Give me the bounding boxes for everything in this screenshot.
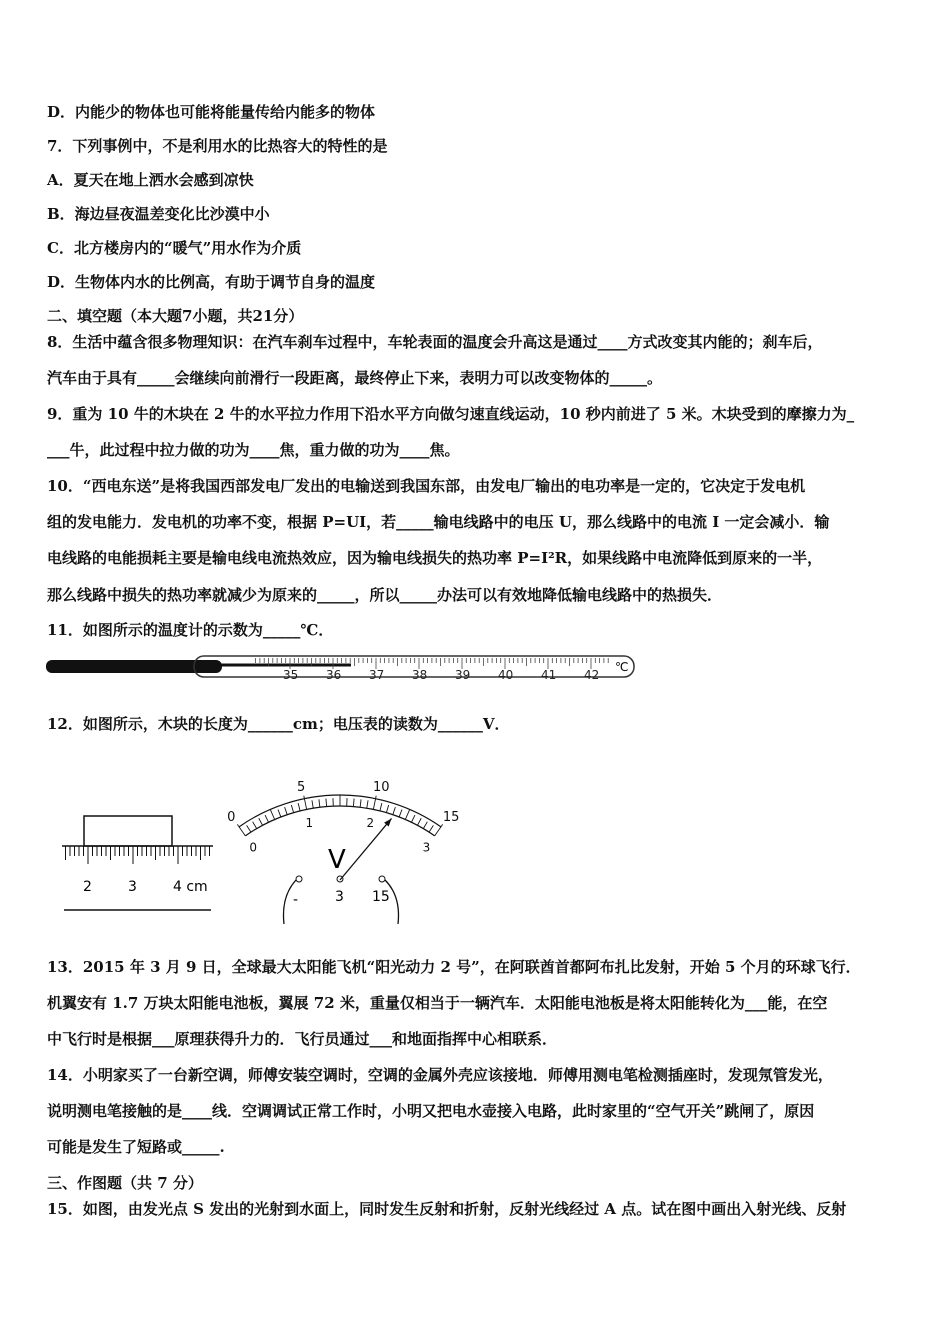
question-7-option-b: B．海边昼夜温差变化比沙漠中小 <box>47 205 270 223</box>
question-10-line-2: 组的发电能力．发电机的功率不变，根据 P=UI，若_____输电线路中的电压 U，那么线路中的电流 I 一定会减小．输 <box>47 513 830 531</box>
thermometer-tick-label-39: 39 <box>455 668 471 682</box>
question-11: 11．如图所示的温度计的示数为_____℃． <box>47 621 334 639</box>
section-2-heading: 二、填空题（本大题7小题，共21分） <box>47 307 304 325</box>
terminal-3: 3 <box>335 889 344 905</box>
question-10-line-4: 那么线路中损失的热功率就减少为原来的_____，所以_____办法可以有效地降低输电线路中的热损失． <box>47 586 723 604</box>
question-13-line-3: 中飞行时是根据___原理获得升力的．飞行员通过___和地面指挥中心相联系． <box>47 1030 558 1048</box>
voltmeter-symbol: V <box>328 845 346 875</box>
ruler-tick-label-4: 4 cm <box>173 879 208 895</box>
voltmeter-figure <box>222 756 462 928</box>
question-14-line-2: 说明测电笔接触的是____线．空调调试正常工作时，小明又把电水壶接入电路，此时家里的“空气开关”跳闸了，原因 <box>47 1102 815 1120</box>
question-7-option-a: A．夏天在地上洒水会感到凉快 <box>47 171 254 189</box>
voltmeter-outer-label-10: 10 <box>373 779 390 795</box>
question-7-option-c: C．北方楼房内的“暖气”用水作为介质 <box>47 239 302 257</box>
question-12: 12．如图所示，木块的长度为______cm；电压表的读数为______V． <box>47 715 510 733</box>
thermometer-tick-label-37: 37 <box>369 668 385 682</box>
section-3-heading: 三、作图题（共 7 分） <box>47 1174 203 1192</box>
voltmeter-outer-label-0: 0 <box>227 809 236 825</box>
voltmeter-inner-label-2: 2 <box>366 816 375 831</box>
question-10-line-1: 10．“西电东送”是将我国西部发电厂发出的电输送到我国东部，由发电厂输出的电功率是一定的，它决定于发电机 <box>47 477 806 495</box>
ruler-tick-label-2: 2 <box>83 879 92 895</box>
wooden-block <box>84 816 172 846</box>
question-7: 7．下列事例中，不是利用水的比热容大的特性的是 <box>47 137 388 155</box>
question-14-line-1: 14．小明家买了一台新空调，师傅安装空调时，空调的金属外壳应该接地．师傅用测电笔检测插座时，发现氖管发光， <box>47 1066 833 1084</box>
terminal-15: 15 <box>372 889 390 905</box>
voltmeter-inner-label-3: 3 <box>422 840 431 855</box>
question-15-line-1: 15．如图，由发光点 S 发出的光射到水面上，同时发生反射和折射，反射光线经过 A 点。试在图中画出入射光线、反射 <box>47 1200 847 1218</box>
option-d-previous: D．内能少的物体也可能将能量传给内能多的物体 <box>47 103 376 121</box>
ruler-figure <box>58 805 223 915</box>
question-13-line-2: 机翼安有 1.7 万块太阳能电池板，翼展 72 米，重量仅相当于一辆汽车．太阳能电池板是将太阳能转化为___能，在空 <box>47 994 828 1012</box>
terminal-negative: - <box>293 892 299 908</box>
voltmeter-outer-label-15: 15 <box>442 809 460 825</box>
thermometer-tick-label-41: 41 <box>541 668 557 682</box>
voltmeter-outer-label-5: 5 <box>296 779 306 795</box>
question-9-line-1: 9．重为 10 牛的木块在 2 牛的水平拉力作用下沿水平方向做匀速直线运动，10 秒内前进了 5 米。木块受到的摩擦力为_ <box>47 405 855 423</box>
thermometer-unit: ℃ <box>615 660 629 674</box>
ruler-tick-label-3: 3 <box>128 879 137 895</box>
thermometer-tick-label-38: 38 <box>412 668 428 682</box>
question-8-line-1: 8．生活中蕴含很多物理知识：在汽车刹车过程中，车轮表面的温度会升高这是通过____方式改变其内能的；刹车后， <box>47 333 823 351</box>
thermometer-tick-label-36: 36 <box>326 668 342 682</box>
thermometer-figure <box>44 652 644 684</box>
voltmeter-inner-label-0: 0 <box>249 840 258 855</box>
thermometer-tick-label-42: 42 <box>584 668 600 682</box>
question-7-option-d: D．生物体内水的比例高，有助于调节自身的温度 <box>47 273 376 291</box>
question-14-line-3: 可能是发生了短路或_____. <box>47 1138 225 1156</box>
ruler-scale <box>66 846 210 864</box>
question-13-line-1: 13．2015 年 3 月 9 日，全球最大太阳能飞机“阳光动力 2 号”，在阿联酋首都阿布扎比发射，开始 5 个月的环球飞行． <box>47 958 861 976</box>
thermometer-tick-label-35: 35 <box>283 668 299 682</box>
question-10-line-3: 电线路的电能损耗主要是输电线电流热效应，因为输电线损失的热功率 P=I²R，如果线路中电流降低到原来的一半， <box>47 549 823 567</box>
voltmeter-inner-label-1: 1 <box>305 816 314 831</box>
question-9-line-2: ___牛，此过程中拉力做的功为____焦，重力做的功为____焦。 <box>47 441 460 459</box>
thermometer-tick-label-40: 40 <box>498 668 514 682</box>
question-8-line-2: 汽车由于具有_____会继续向前滑行一段距离，最终停止下来，表明力可以改变物体的_____。 <box>47 369 663 387</box>
